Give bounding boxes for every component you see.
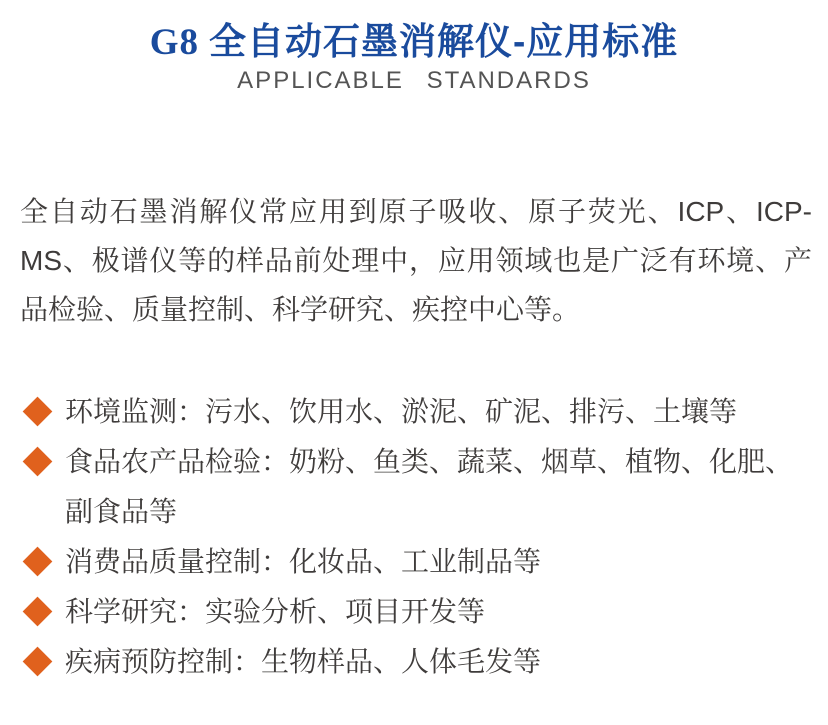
page-subtitle: APPLICABLE STANDARDS	[237, 67, 591, 94]
header	[0, 20, 828, 95]
intro-paragraph: 全自动石墨消解仪常应用到原子吸收、原子荧光、ICP、ICP-MS、极谱仪等的样品前处理中，应用领域也是广泛有环境、产品检验、质量控制、科学研究、疾控中心等。	[20, 196, 812, 325]
application-item-text: 消费品质量控制：化妆品、工业制品等	[65, 546, 542, 577]
page-title-text: 全自动石墨消解仪-应用标准	[208, 21, 679, 62]
list-item	[0, 387, 828, 437]
page-title	[0, 20, 828, 65]
list-item	[0, 587, 828, 637]
list-item	[0, 437, 828, 537]
applications-list	[0, 387, 828, 687]
product-model-label: G8	[149, 22, 199, 63]
diamond-bullet-icon	[23, 597, 53, 627]
application-item-text: 食品农产品检验：奶粉、鱼类、蔬菜、烟草、植物、化肥、副食品等	[65, 446, 794, 527]
list-item	[0, 537, 828, 587]
application-item-text: 科学研究：实验分析、项目开发等	[65, 596, 486, 627]
diamond-bullet-icon	[23, 647, 53, 677]
application-item-text: 环境监测：污水、饮用水、淤泥、矿泥、排污、土壤等	[65, 396, 738, 427]
diamond-bullet-icon	[23, 447, 53, 477]
page	[0, 20, 828, 725]
diamond-bullet-icon	[23, 397, 53, 427]
diamond-bullet-icon	[23, 547, 53, 577]
list-item	[0, 637, 828, 687]
application-item-text: 疾病预防控制：生物样品、人体毛发等	[65, 646, 542, 677]
